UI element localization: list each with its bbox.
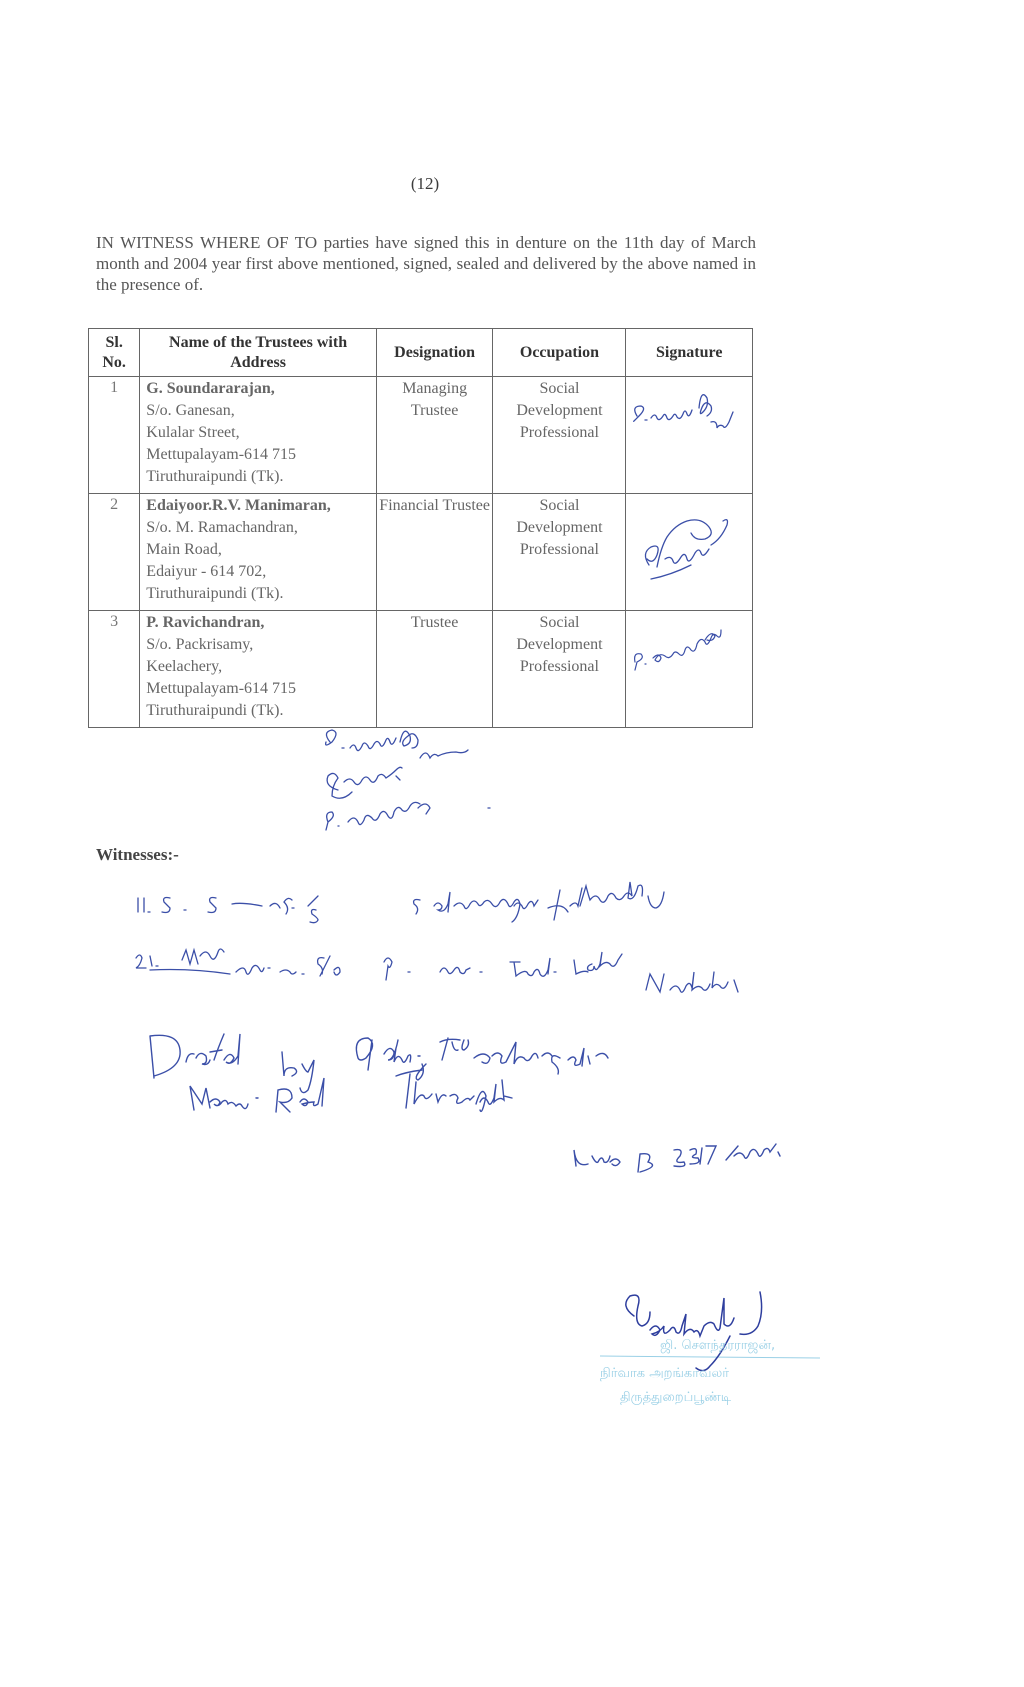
table-row — [89, 377, 753, 494]
occupation: Social Development Professional — [493, 377, 626, 494]
trustee-cell — [140, 611, 377, 728]
header-designation: Designation — [376, 329, 493, 377]
address-line: S/o. Packrisamy, — [146, 636, 254, 653]
stamp-line: ஜி. சௌந்தரராஜன், — [660, 1338, 776, 1353]
trustee-cell — [140, 377, 377, 494]
address-line: S/o. M. Ramachandran, — [146, 519, 298, 536]
occupation: Social Development Professional — [493, 494, 626, 611]
trustees-table — [88, 328, 753, 728]
stamp — [600, 1292, 820, 1371]
address-line: Keelachery, — [146, 658, 223, 675]
designation: Financial Trustee — [376, 494, 493, 611]
witnesses-label: Witnesses:- — [96, 845, 179, 864]
sl-no: 1 — [89, 377, 140, 494]
header-sl-no: Sl. No. — [89, 329, 140, 377]
address-line: Mettupalayam-614 715 — [146, 680, 297, 697]
address-line: Mettupalayam-614 715 — [146, 446, 297, 463]
header-signature: Signature — [626, 329, 753, 377]
trustee-name: P. Ravichandran, — [146, 614, 265, 631]
address-line: Kulalar Street, — [146, 424, 240, 441]
signature-1 — [627, 378, 745, 458]
address-line: Main Road, — [146, 541, 222, 558]
trustee-name: G. Soundararajan, — [146, 380, 275, 397]
stamp-line: திருத்துறைப்பூண்டி — [620, 1390, 732, 1405]
signature-cell — [626, 494, 753, 611]
intro-paragraph: IN WITNESS WHERE OF TO parties have signed this in denture on the 11th day of March month and 2004 year first above mentioned, signed, sealed and delivered by the above named in the presence of. — [96, 233, 756, 294]
address-line: Tiruthuraipundi (Tk). — [146, 585, 284, 602]
header-occupation: Occupation — [493, 329, 626, 377]
address-line: Edaiyur - 614 702, — [146, 563, 267, 580]
signature-3 — [627, 612, 745, 692]
table-row — [89, 494, 753, 611]
header-name: Name of the Trustees with Address — [140, 329, 377, 377]
designation: Managing Trustee — [376, 377, 493, 494]
page-number: (12) — [410, 174, 440, 193]
sl-no: 2 — [89, 494, 140, 611]
designation: Trustee — [376, 611, 493, 728]
signature-cell — [626, 377, 753, 494]
table-row — [89, 611, 753, 728]
stamp-line: நிர்வாக அறங்காவலர் — [600, 1366, 730, 1381]
trustee-name: Edaiyoor.R.V. Manimaran, — [146, 497, 331, 514]
signature-cell — [626, 611, 753, 728]
signature-2 — [627, 495, 745, 595]
address-line: S/o. Ganesan, — [146, 402, 235, 419]
table-header-row — [89, 329, 753, 377]
trustee-cell — [140, 494, 377, 611]
sl-no: 3 — [89, 611, 140, 728]
occupation: Social Development Professional — [493, 611, 626, 728]
address-line: Tiruthuraipundi (Tk). — [146, 468, 284, 485]
address-line: Tiruthuraipundi (Tk). — [146, 702, 284, 719]
